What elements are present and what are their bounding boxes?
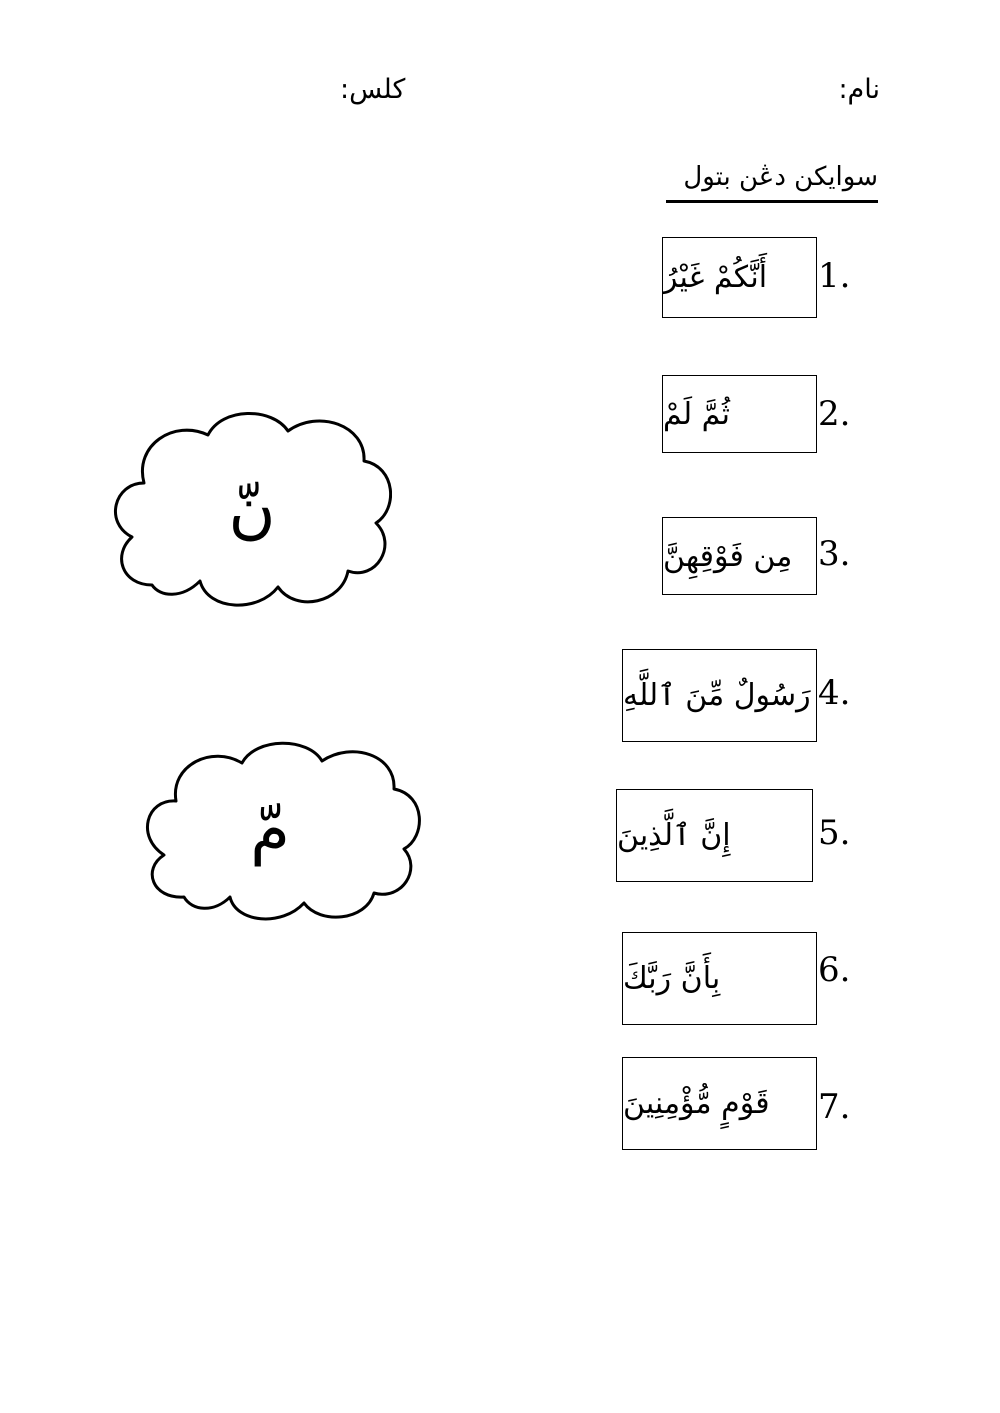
question-box-6[interactable]: بِأَنَّ رَبَّكَ (622, 932, 817, 1025)
question-number-4: 4. (818, 673, 851, 713)
question-box-4[interactable]: رَسُولٌ مِّنَ ٱللَّهِ (622, 649, 817, 742)
instruction-heading: سوايكن دڠن بتول (666, 162, 878, 203)
question-box-7[interactable]: قَوْمٍ مُّؤْمِنِينَ (622, 1057, 817, 1150)
answer-letter-2[interactable]: مّ (250, 793, 290, 867)
class-label: كلس: (340, 74, 406, 105)
question-box-1[interactable]: أَنَّكُمْ غَيْرُ (662, 237, 817, 318)
question-box-3[interactable]: مِن فَوْقِهِنَّ (662, 517, 817, 595)
name-label: نام: (838, 74, 880, 105)
question-box-5[interactable]: إِنَّ ٱلَّذِينَ (616, 789, 813, 882)
question-number-6: 6. (818, 950, 851, 990)
question-number-1: 1. (818, 256, 851, 296)
question-number-3: 3. (818, 534, 851, 574)
question-number-5: 5. (818, 813, 851, 853)
question-box-2[interactable]: ثُمَّ لَمْ (662, 375, 817, 453)
answer-letter-1[interactable]: نّ (228, 473, 276, 547)
question-number-2: 2. (818, 394, 851, 434)
question-number-7: 7. (818, 1087, 851, 1127)
